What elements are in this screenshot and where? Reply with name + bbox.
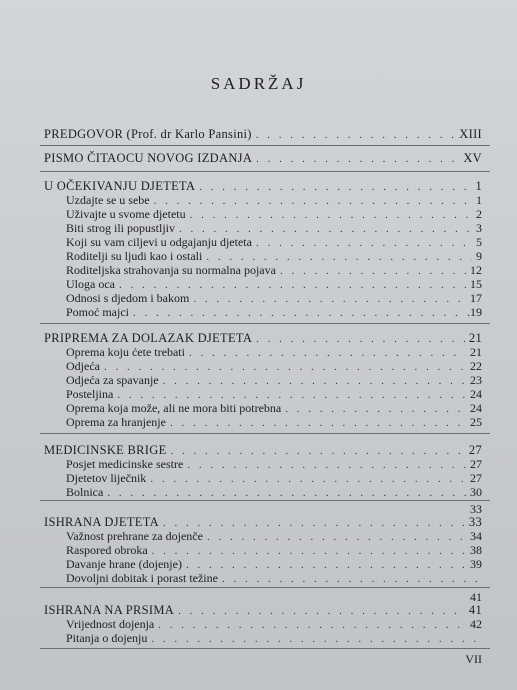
leader-dots	[154, 195, 472, 208]
toc-chapter	[44, 444, 482, 458]
divider	[40, 433, 490, 434]
leader-dots	[150, 473, 466, 486]
toc-page: XIII	[459, 127, 482, 141]
toc-subentry: Roditelji su ljudi kao i ostali . . . 9	[66, 250, 482, 264]
toc-label: U OČEKIVANJU DJETETA	[44, 179, 196, 193]
toc-subentry: Pitanja o dojenju . . .	[66, 632, 482, 646]
leader-dots	[256, 333, 465, 346]
leader-dots	[133, 307, 463, 320]
toc-chapter	[44, 604, 482, 618]
divider	[40, 648, 490, 649]
leader-dots	[280, 265, 466, 278]
toc-subentry: Odjeća za spavanje . . . 23	[66, 374, 482, 388]
toc-subentry: Vrijednost dojenja . . . 42	[66, 618, 482, 632]
leader-dots	[207, 531, 466, 544]
toc-page: 27	[468, 443, 482, 457]
toc-subentry: Biti strog ili popustljiv . . . 3	[66, 222, 482, 236]
toc-subentry: Posjet medicinske sestre . . . 27	[66, 458, 482, 472]
leader-dots	[170, 417, 466, 430]
leader-dots	[222, 573, 478, 586]
toc-subentry: Važnost prehrane za dojenče . . . 34	[66, 530, 482, 544]
leader-dots	[190, 209, 472, 222]
toc-subentry: Roditeljska strahovanja su normalna pojava . . . 12	[66, 264, 482, 278]
toc-subentry: Djetetov liječnik . . . 27	[66, 472, 482, 486]
toc-subentry: Oprema koja može, ali ne mora biti potrebna . . . 24	[66, 402, 482, 416]
leader-dots	[193, 293, 466, 306]
toc-label: ISHRANA DJETETA	[44, 515, 159, 529]
toc-subentry: Oprema koju ćete trebati . . . 21	[66, 346, 482, 360]
leader-dots	[107, 487, 466, 500]
leader-dots	[178, 605, 465, 618]
toc-chapter	[44, 180, 482, 194]
toc-subentry: Bolnica . . . 30	[66, 486, 482, 500]
leader-dots	[285, 403, 466, 416]
leader-dots	[152, 545, 466, 558]
divider	[40, 171, 490, 172]
leader-dots	[189, 347, 466, 360]
toc-subentry: Uživajte u svome djetetu . . . 2	[66, 208, 482, 222]
divider	[40, 323, 490, 324]
toc-chapter	[44, 332, 482, 346]
toc-label: PISMO ČITAOCU NOVOG IZDANJA	[44, 151, 253, 165]
divider	[40, 587, 490, 588]
toc-subentry: Odnosi s djedom i bakom . . . 17	[66, 292, 482, 306]
divider	[40, 145, 490, 146]
leader-dots	[199, 181, 471, 194]
leader-dots	[187, 459, 466, 472]
toc-subentry: Koji su vam ciljevi u odgajanju djeteta . . . 5	[66, 236, 482, 250]
leader-dots	[256, 237, 472, 250]
toc-subentry: Oprema za hranjenje . . . 25	[66, 416, 482, 430]
toc-page: 33	[470, 502, 482, 516]
divider	[40, 500, 490, 501]
leader-dots	[256, 153, 459, 166]
toc-entry-front	[44, 128, 482, 142]
toc-page: 41	[468, 603, 482, 617]
leader-dots	[158, 619, 466, 632]
toc-entry-front	[44, 152, 482, 166]
toc-subentry: Odjeća . . . 22	[66, 360, 482, 374]
toc-label: PRIPREMA ZA DOLAZAK DJETETA	[44, 331, 253, 345]
leader-dots	[171, 445, 465, 458]
toc-page: XV	[463, 151, 482, 165]
toc-page: 21	[468, 331, 482, 345]
toc-subentry: Davanje hrane (dojenje) . . . 39	[66, 558, 482, 572]
toc-subentry: Dovoljni dobitak i porast težine . . .	[66, 572, 482, 586]
toc-label: ISHRANA NA PRSIMA	[44, 603, 175, 617]
page-title: SADRŽAJ	[210, 74, 307, 93]
leader-dots	[151, 633, 478, 646]
page-folio: VII	[465, 652, 482, 666]
toc-chapter	[44, 516, 482, 530]
toc-page: 1	[475, 179, 482, 193]
toc-subentry: Uloga oca . . . 15	[66, 278, 482, 292]
leader-dots	[186, 559, 466, 572]
toc-subentry: Raspored obroka . . . 38	[66, 544, 482, 558]
toc-page: 33	[468, 515, 482, 529]
toc-label: PREDGOVOR (Prof. dr Karlo Pansini)	[44, 127, 252, 141]
leader-dots	[256, 129, 456, 142]
toc-subentry: Posteljina . . . 24	[66, 388, 482, 402]
toc-subentry: Uzdajte se u sebe . . . 1	[66, 194, 482, 208]
toc-label: MEDICINSKE BRIGE	[44, 443, 167, 457]
leader-dots	[163, 517, 465, 530]
leader-dots	[163, 375, 466, 388]
toc-subentry: Pomoć majci . . . .19	[66, 306, 482, 320]
toc-page: 41	[470, 590, 482, 604]
